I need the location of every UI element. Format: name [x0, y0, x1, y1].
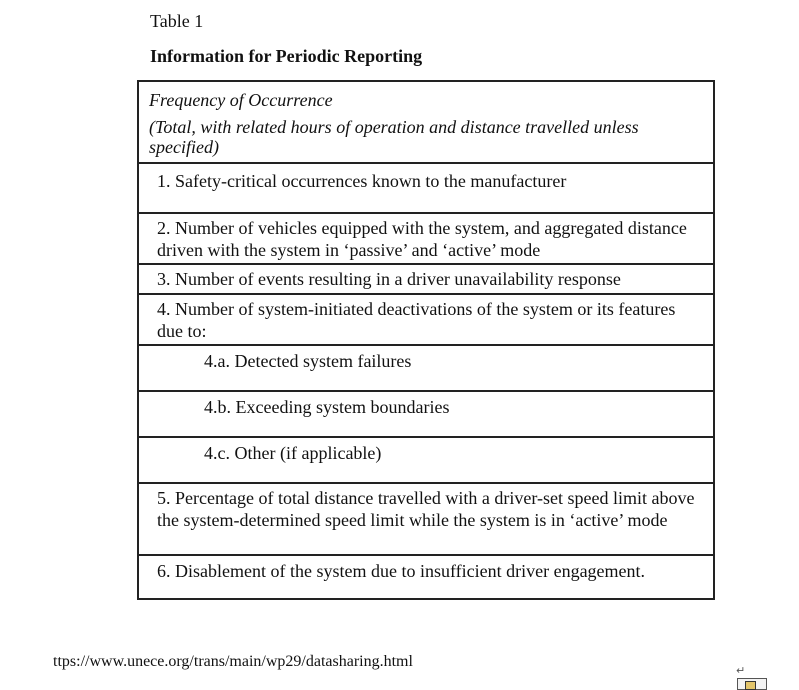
- table-row: [138, 555, 714, 599]
- header-frequency-label: Frequency of Occurrence: [149, 90, 333, 110]
- row-exceeding-boundaries: 4.b. Exceeding system boundaries: [204, 397, 450, 417]
- row-speed-limit-percentage: 5. Percentage of total distance travelled with a driver-set speed limit above the system-determined speed limit while the system is in ‘active’ mode: [157, 488, 695, 530]
- paste-options-icon[interactable]: [737, 678, 767, 690]
- footnote-url[interactable]: ttps://www.unece.org/trans/main/wp29/datasharing.html: [53, 653, 413, 670]
- table-caption: Table 1: [150, 11, 204, 31]
- table-row: [138, 213, 714, 264]
- table-row: [138, 437, 714, 483]
- periodic-reporting-table: [137, 80, 715, 600]
- table-row: [138, 264, 714, 294]
- table-row: [138, 391, 714, 437]
- row-other: 4.c. Other (if applicable): [204, 443, 382, 463]
- row-vehicles-equipped: 2. Number of vehicles equipped with the system, and aggregated distance driven with the system in ‘passive’ and ‘active’ mode: [157, 218, 687, 260]
- row-system-deactivations: 4. Number of system-initiated deactivations of the system or its features due to:: [157, 299, 676, 341]
- table-title: Information for Periodic Reporting: [150, 46, 423, 66]
- row-detected-failures: 4.a. Detected system failures: [204, 351, 412, 371]
- clipboard-icon: [745, 681, 756, 690]
- paragraph-mark-icon: ↵: [736, 664, 746, 677]
- table-row: [138, 483, 714, 555]
- table-row: [138, 345, 714, 391]
- table-header-row: [138, 81, 714, 163]
- table-header-cell: [138, 81, 714, 163]
- row-driver-unavailability: 3. Number of events resulting in a driver unavailability response: [157, 269, 621, 289]
- row-safety-critical: 1. Safety-critical occurrences known to the manufacturer: [157, 171, 567, 191]
- table-row: [138, 294, 714, 345]
- header-note: (Total, with related hours of operation and distance travelled unless specified): [149, 117, 639, 157]
- table-row: [138, 163, 714, 213]
- row-disablement: 6. Disablement of the system due to insufficient driver engagement.: [157, 561, 646, 581]
